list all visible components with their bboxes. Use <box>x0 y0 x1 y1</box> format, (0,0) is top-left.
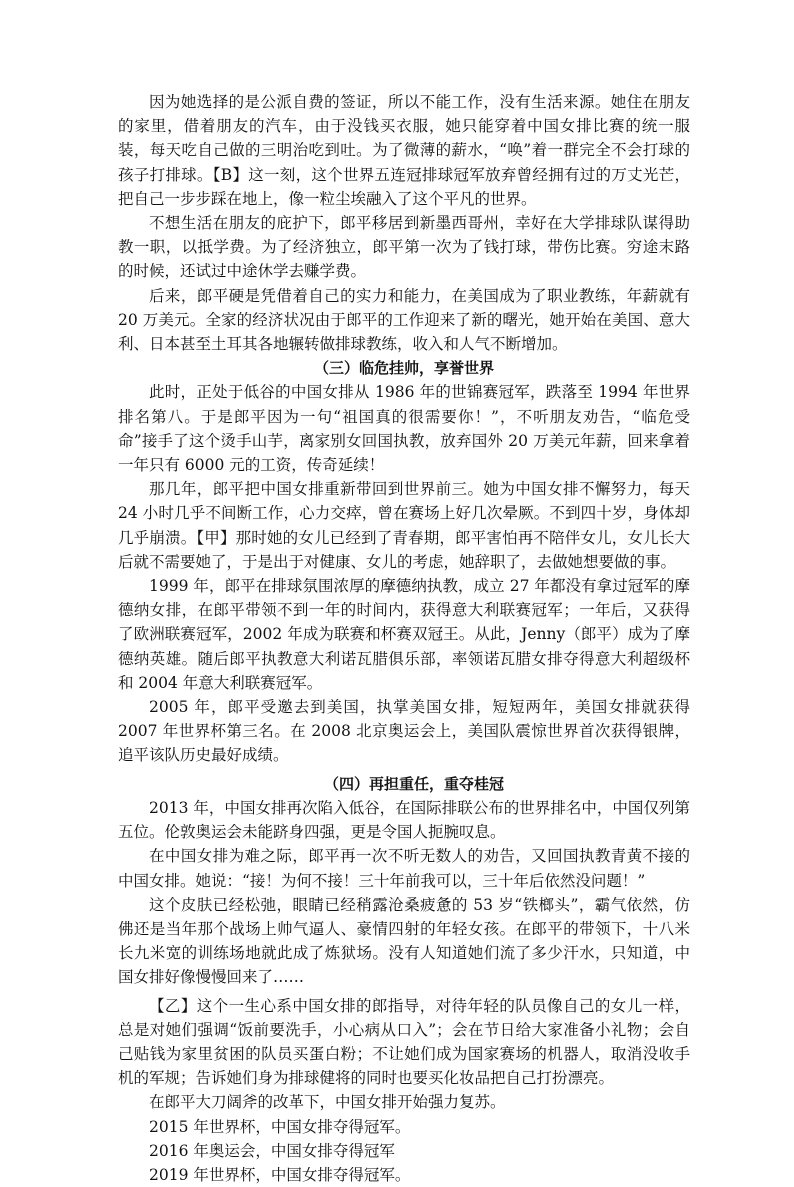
document-page <box>118 90 690 1187</box>
list-item: 2019 年世界杯，中国女排夺得冠军。 <box>149 1165 411 1184</box>
paragraph: 因为她选择的是公派自费的签证，所以不能工作，没有生活来源。她住在朋友的家里，借着朋友的汽车，由于没钱买衣服，她只能穿着中国女排比赛的统一服装，每天吃自己做的三明治吃到吐。为了微薄的薪水，“唤”着一群完全不会打球的孩子打排球。【B】这一刻，这个世界五连冠排球冠军放弃曾经拥有过的万丈光芒，把自己一步步踩在地上，像一粒尘埃融入了这个平凡的世界。 <box>118 93 690 208</box>
paragraph: 不想生活在朋友的庇护下，郎平移居到新墨西哥州，幸好在大学排球队谋得助教一职，以抵学费。为了经济独立，郎平第一次为了钱打球，带伤比赛。穷途末路的时候，还试过中途休学去赚学费。 <box>118 214 690 281</box>
section-heading-4: （四）再担重任，重夺桂冠 <box>323 774 504 793</box>
paragraph: 此时，正处于低谷的中国女排从 1986 年的世锦赛冠军，跌落至 1994 年世界排名第八。于是郎平因为一句“祖国真的很需要你！”，不听朋友劝告，“临危受命”接手了这个烫手山芋，离家别女回国执教，放弃国外 20 万美元年薪，回来拿着一年只有 6000 元的工资，传奇延续！ <box>118 383 690 475</box>
paragraph: 这个皮肤已经松弛，眼睛已经稍露沧桑疲惫的 53 岁“铁榔头”，霸气依然，仿佛还是当年那个战场上帅气逼人、豪情四射的年轻女孩。在郎平的带领下，十八米长九米宽的训练场地就此成了炼狱场。没有人知道她们流了多少汗水，只知道，中国女排好像慢慢回来了…… <box>118 895 690 987</box>
paragraph: 1999 年，郎平在排球氛围浓厚的摩德纳执教，成立 27 年都没有拿过冠军的摩德纳女排，在郎平带领不到一年的时间内，获得意大利联赛冠军；一年后，又获得了欧洲联赛冠军，2002 年成为联赛和杯赛双冠王。从此，Jenny（郎平）成为了摩德纳英雄。随后郎平执教意大利诺瓦腊俱乐部，率领诺瓦腊女排夺得意大利超级杯和 2004 年意大利联赛冠军。 <box>118 577 690 692</box>
list-item: 2015 年世界杯，中国女排夺得冠军。 <box>149 1117 411 1136</box>
paragraph: 在中国女排为难之际，郎平再一次不听无数人的劝告，又回国执教青黄不接的中国女排。她说：“接！为何不接！三十年前我可以，三十年后依然没问题！” <box>118 847 690 890</box>
paragraph: 2013 年，中国女排再次陷入低谷，在国际排联公布的世界排名中，中国仅列第五位。伦敦奥运会未能跻身四强，更是令国人扼腕叹息。 <box>118 798 690 842</box>
list-item: 2016 年奥运会，中国女排夺得冠军 <box>149 1141 395 1160</box>
section-heading-3: （三）临危挂帅，享誉世界 <box>313 359 494 378</box>
paragraph: 在郎平大刀阔斧的改革下，中国女排开始强力复苏。 <box>149 1093 506 1112</box>
paragraph: 那几年，郎平把中国女排重新带回到世界前三。她为中国女排不懈努力，每天 24 小时几乎不间断工作，心力交瘁，曾在赛场上好几次晕厥。不到四十岁，身体却几乎崩溃。【甲】那时她的女儿已经到了青春期，郎平害怕再不陪伴女儿，女儿长大后就不需要她了，于是出于对健康、女儿的考虑，她辞职了，去做她想要做的事。 <box>118 480 690 571</box>
paragraph: 2005 年，郎平受邀去到美国，执掌美国女排，短短两年，美国女排就获得 2007 年世界杯第三名。在 2008 北京奥运会上，美国队震惊世界首次获得银牌，追平该队历史最好成绩。 <box>118 698 690 765</box>
paragraph: 后来，郎平硬是凭借着自己的实力和能力，在美国成为了职业教练，年薪就有 20 万美元。全家的经济状况由于郎平的工作迎来了新的曙光，她开始在美国、意大利、日本甚至土耳其各地辗转做排球教练，收入和人气不断增加。 <box>118 286 690 354</box>
paragraph: 【乙】这个一生心系中国女排的郎指导，对待年轻的队员像自己的女儿一样，总是对她们强调“饭前要洗手，小心病从口入”；会在节日给大家准备小礼物；会自己贴钱为家里贫困的队员买蛋白粉；不让她们成为国家赛场的机器人，取消没收手机的军规；告诉她们身为排球健将的同时也要买化妆品把自己打扮漂亮。 <box>118 996 690 1088</box>
